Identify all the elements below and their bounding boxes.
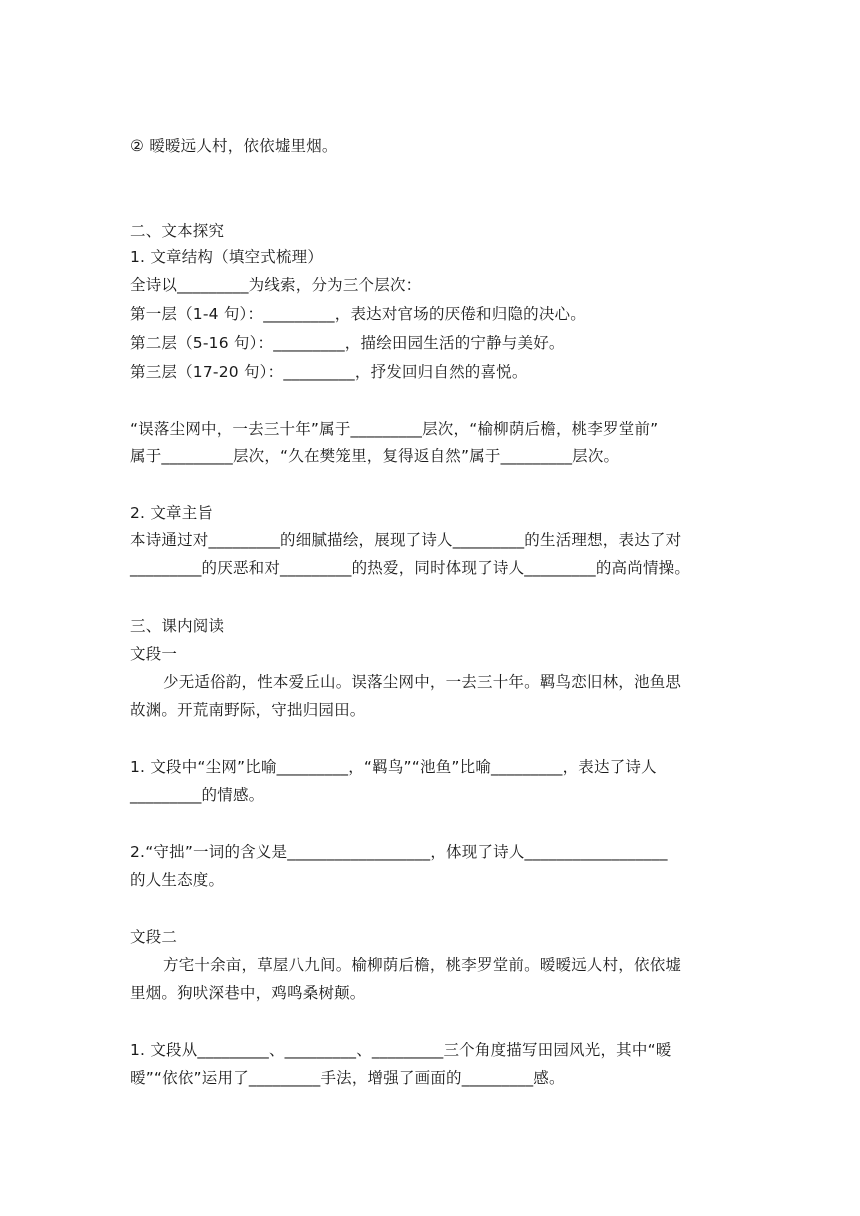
passage1-text-line: 故渊。开荒南野际，守拙归园田。 bbox=[130, 701, 366, 719]
passage2-label: 文段二 bbox=[130, 928, 178, 946]
section3-heading: 三、课内阅读 bbox=[130, 617, 225, 635]
passage1-label: 文段一 bbox=[130, 645, 178, 663]
structure-question-line: “误落尘网中，一去三十年”属于_________层次，“榆柳荫后檐，桃李罗堂前” bbox=[130, 420, 659, 438]
passage1-text-line: 少无适俗韵，性本爱丘山。误落尘网中，一去三十年。羁鸟恋旧林，池鱼思 bbox=[163, 673, 682, 691]
structure-title: 1. 文章结构（填空式梳理） bbox=[130, 248, 324, 266]
passage2-q1-line: 暧”“依依”运用了_________手法，增强了画面的_________感。 bbox=[130, 1069, 565, 1087]
passage2-q1-line: 1. 文段从_________、_________、_________三个角度描写田园风光，其中“暧 bbox=[130, 1041, 672, 1059]
theme-line: _________的厌恶和对_________的热爱，同时体现了诗人_________的高尚情操。 bbox=[130, 559, 691, 577]
passage1-q2-line: 2.“守拙”一词的含义是__________________，体现了诗人__________________ bbox=[130, 843, 668, 861]
structure-question-line: 属于_________层次，“久在樊笼里，复得返自然”属于_________层次。 bbox=[130, 447, 620, 465]
theme-line: 本诗通过对_________的细腻描绘，展现了诗人_________的生活理想，表达了对 bbox=[130, 531, 682, 549]
passage1-q2-line: 的人生态度。 bbox=[130, 871, 225, 889]
structure-line: 全诗以_________为线索，分为三个层次： bbox=[130, 276, 422, 294]
passage2-text-line: 里烟。狗吠深巷中，鸡鸣桑树颠。 bbox=[130, 984, 366, 1002]
passage1-q1-line: 1. 文段中“尘网”比喻_________，“羁鸟”“池鱼”比喻_________，表达了诗人 bbox=[130, 758, 657, 776]
structure-line: 第三层（17-20 句）：_________，抒发回归自然的喜悦。 bbox=[130, 363, 528, 381]
passage1-q1-line: _________的情感。 bbox=[130, 786, 265, 804]
section2-heading: 二、文本探究 bbox=[130, 222, 225, 240]
structure-line: 第一层（1-4 句）：_________，表达对官场的厌倦和归隐的决心。 bbox=[130, 305, 586, 323]
structure-line: 第二层（5-16 句）：_________，描绘田园生活的宁静与美好。 bbox=[130, 334, 565, 352]
intro-line: ② 暧暧远人村，依依墟里烟。 bbox=[130, 137, 338, 155]
passage2-text-line: 方宅十余亩，草屋八九间。榆柳荫后檐，桃李罗堂前。暧暧远人村，依依墟 bbox=[163, 956, 682, 974]
theme-title: 2. 文章主旨 bbox=[130, 504, 214, 522]
